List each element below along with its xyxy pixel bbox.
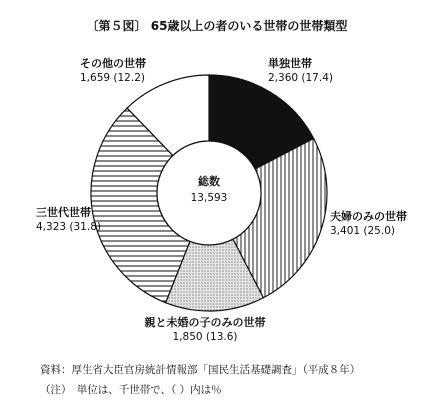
chart-title: 〔第５図〕 65歳以上の者のいる世帯の世帯類型 bbox=[86, 19, 348, 33]
source-note: 資料：厚生省大臣官房統計情報部「国民生活基礎調査」（平成８年） bbox=[40, 364, 361, 376]
slice-label-1: 夫婦のみの世帯 bbox=[330, 210, 407, 223]
slice-value-4: 1,659 (12.2) bbox=[80, 72, 145, 84]
slice-value-2: 1,850 (13.6) bbox=[172, 331, 238, 343]
slice-value-1: 3,401 (25.0) bbox=[330, 225, 395, 237]
slice-label-2: 親と未婚の子のみの世帯 bbox=[144, 316, 266, 329]
slice-label-3: 三世代世帯 bbox=[36, 206, 91, 219]
slice-label-0: 単独世帯 bbox=[268, 57, 312, 70]
center-value: 13,593 bbox=[190, 192, 228, 204]
slice-value-0: 2,360 (17.4) bbox=[268, 72, 333, 84]
unit-note: （注） 単位は、千世帯で、（ ）内は％ bbox=[40, 384, 222, 396]
slice-label-4: その他の世帯 bbox=[80, 57, 146, 70]
slice-value-3: 4,323 (31.8) bbox=[36, 221, 101, 233]
center-label: 総数 bbox=[198, 175, 220, 188]
